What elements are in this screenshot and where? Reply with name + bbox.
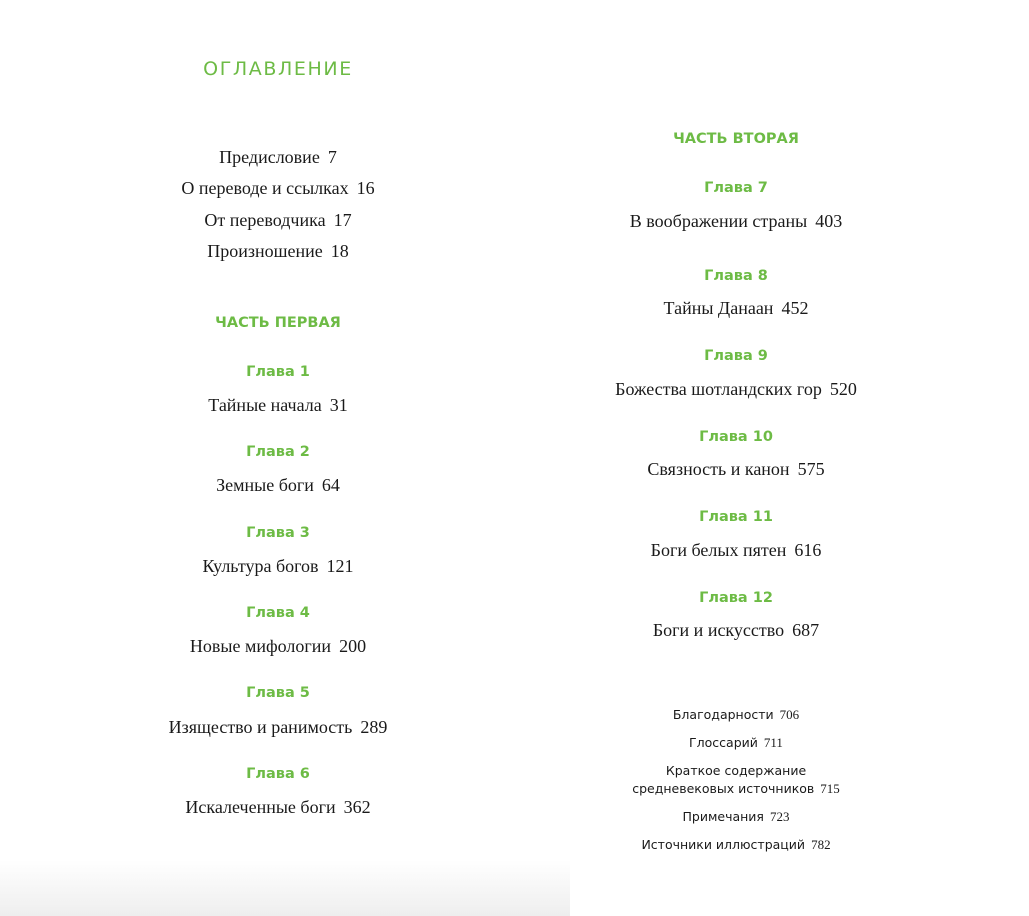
entry-title: О переводе и ссылках	[181, 178, 349, 198]
entry-page: 200	[339, 636, 367, 656]
entry-title: Глоссарий	[689, 735, 758, 750]
entry-page: 31	[329, 395, 348, 415]
entry-title: Связность и канон	[647, 459, 790, 479]
part-heading: ЧАСТЬ ВТОРАЯ	[673, 131, 799, 147]
chapter-entry[interactable]	[100, 474, 456, 496]
entry-page: 452	[781, 298, 809, 318]
chapter-label: Глава 12	[699, 590, 773, 606]
chapter-entry[interactable]	[100, 555, 456, 577]
entry-page: 715	[820, 781, 840, 796]
entry-title: Произношение	[207, 241, 323, 261]
entry-title-line: Краткое содержание	[665, 763, 807, 778]
entry-title: Искалеченные боги	[185, 797, 336, 817]
entry-page: 18	[330, 241, 349, 261]
entry-title: Божества шотландских гор	[615, 379, 822, 399]
entry-page: 706	[779, 707, 800, 722]
entry-title: Изящество и ранимость	[168, 717, 353, 737]
chapter-entry[interactable]	[558, 458, 914, 480]
chapter-label: Глава 9	[704, 348, 768, 364]
toc-title: ОГЛАВЛЕНИЕ	[203, 58, 353, 80]
entry-page: 687	[792, 620, 820, 640]
back-matter-entry[interactable]	[558, 762, 914, 798]
toc-entry[interactable]	[100, 177, 456, 199]
chapter-entry[interactable]	[100, 394, 456, 416]
toc-entry[interactable]	[100, 146, 456, 168]
chapter-entry[interactable]	[100, 716, 456, 738]
chapter-entry[interactable]	[558, 378, 914, 400]
chapter-label: Глава 7	[704, 180, 768, 196]
entry-page: 403	[815, 211, 843, 231]
chapter-entry[interactable]	[100, 635, 456, 657]
entry-page: 782	[811, 837, 831, 852]
entry-page: 616	[794, 540, 822, 560]
entry-page: 17	[333, 210, 352, 230]
entry-title-line: средневековых источников	[632, 781, 815, 796]
chapter-label: Глава 10	[699, 429, 773, 445]
entry-page: 723	[769, 809, 790, 824]
chapter-entry[interactable]	[558, 297, 914, 319]
entry-title: Культура богов	[202, 556, 319, 576]
chapter-entry[interactable]	[558, 539, 914, 561]
entry-title: Боги и искусство	[652, 620, 785, 640]
back-matter-entry[interactable]	[558, 734, 914, 752]
part-heading: ЧАСТЬ ПЕРВАЯ	[215, 315, 341, 331]
back-matter-entry[interactable]	[558, 836, 914, 854]
toc-entry[interactable]	[100, 240, 456, 262]
entry-title: Тайные начала	[208, 395, 322, 415]
entry-title: В воображении страны	[629, 211, 808, 231]
chapter-label: Глава 2	[246, 444, 310, 460]
page-shadow	[0, 860, 570, 916]
entry-page: 7	[327, 147, 337, 167]
entry-page: 16	[356, 178, 375, 198]
chapter-entry[interactable]	[558, 619, 914, 641]
entry-title: Благодарности	[672, 707, 774, 722]
entry-title: Предисловие	[219, 147, 320, 167]
chapter-label: Глава 3	[246, 525, 310, 541]
chapter-label: Глава 1	[246, 364, 310, 380]
entry-title: Новые мифологии	[189, 636, 332, 656]
chapter-label: Глава 5	[246, 685, 310, 701]
entry-title: Боги белых пятен	[650, 540, 787, 560]
entry-page: 362	[343, 797, 371, 817]
entry-page: 520	[829, 379, 857, 399]
entry-page: 121	[326, 556, 354, 576]
entry-title: Земные боги	[216, 475, 314, 495]
chapter-entry[interactable]	[100, 796, 456, 818]
entry-page: 289	[360, 717, 388, 737]
chapter-label: Глава 8	[704, 268, 768, 284]
back-matter-entry[interactable]	[558, 808, 914, 826]
chapter-label: Глава 4	[246, 605, 310, 621]
entry-title: Тайны Данаан	[663, 298, 774, 318]
entry-page: 711	[763, 735, 783, 750]
entry-title: От переводчика	[204, 210, 326, 230]
toc-entry[interactable]	[100, 209, 456, 231]
entry-page: 64	[321, 475, 340, 495]
chapter-entry[interactable]	[558, 210, 914, 232]
entry-page: 575	[797, 459, 825, 479]
entry-title: Источники иллюстраций	[641, 837, 806, 852]
chapter-label: Глава 6	[246, 766, 310, 782]
chapter-label: Глава 11	[699, 509, 773, 525]
entry-title: Примечания	[682, 809, 764, 824]
back-matter-entry[interactable]	[558, 706, 914, 724]
